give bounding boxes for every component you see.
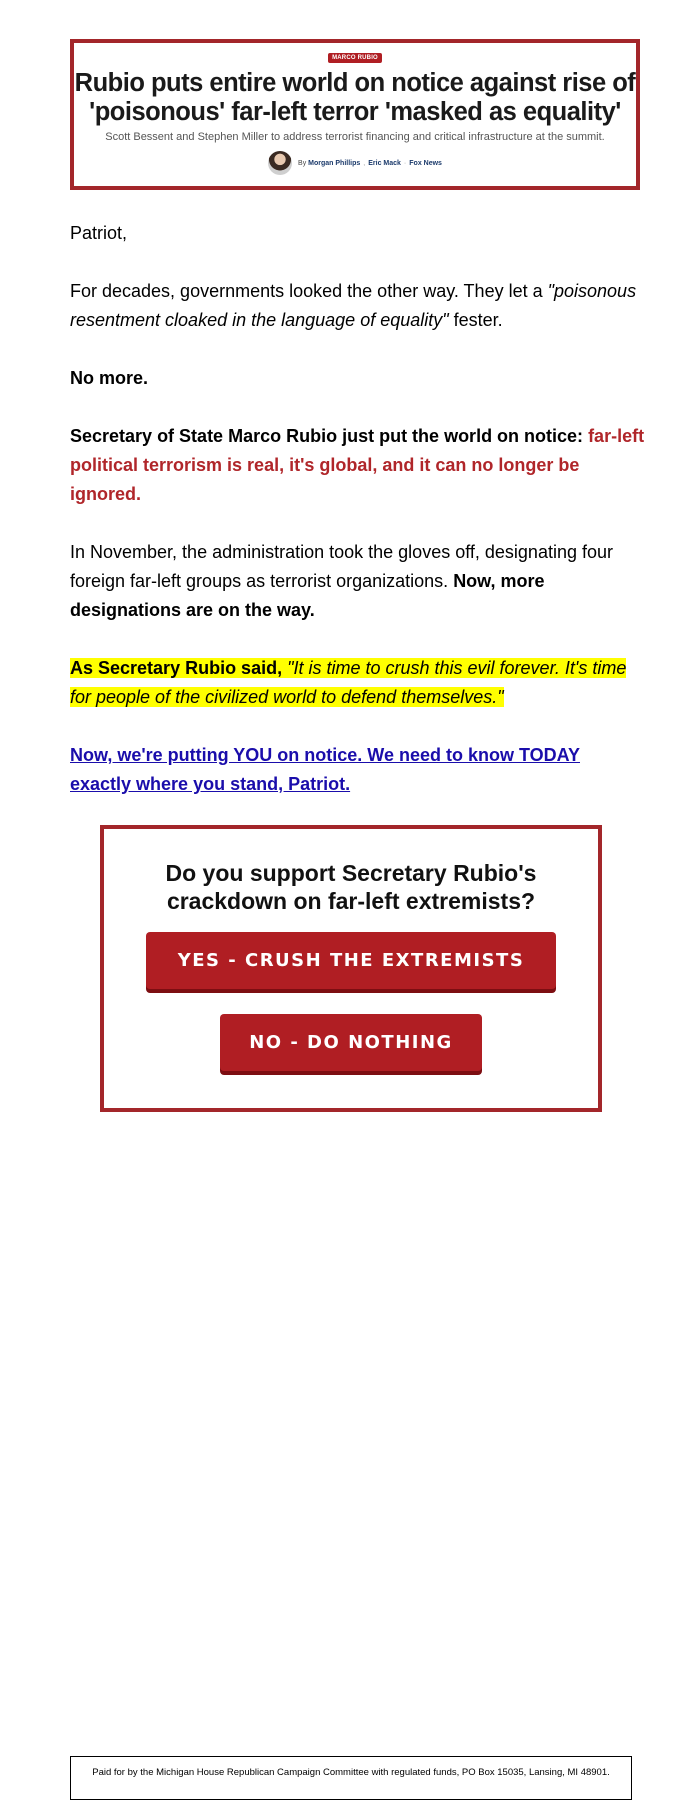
poll-question-line-2: crackdown on far-left extremists? bbox=[166, 888, 536, 914]
paragraph-2: No more. bbox=[70, 368, 149, 388]
headline-line-2: 'poisonous' far-left terror 'masked as equality' bbox=[89, 98, 621, 126]
greeting: Patriot, bbox=[70, 223, 128, 243]
byline: By Morgan Phillips , Eric Mack · Fox News bbox=[74, 151, 636, 175]
article-headline bbox=[74, 69, 636, 127]
headline-line-1: Rubio puts entire world on notice against rise of bbox=[74, 69, 636, 97]
p1-start: For decades, governments looked the other way. They let a bbox=[70, 281, 548, 301]
outlet-name: Fox News bbox=[409, 159, 442, 167]
p5-highlight bbox=[70, 658, 626, 707]
p1-quote: "poisonous resentment cloaked in the language of equality" bbox=[70, 281, 637, 330]
p5-quote: "It is time to crush this evil forever. It's time for people of the civilized world to defend themselves." bbox=[70, 658, 627, 707]
yes-button[interactable]: YES - CRUSH THE EXTREMISTS bbox=[146, 932, 556, 989]
paragraph-1 bbox=[70, 277, 645, 335]
article-header-image[interactable] bbox=[70, 39, 640, 190]
p1-end: fester. bbox=[448, 310, 503, 330]
poll-question bbox=[104, 859, 598, 915]
poll-box bbox=[100, 825, 602, 1112]
p3-red: far-left political terrorism is real, it's global, and it can no longer be ignored. bbox=[70, 426, 645, 504]
no-button[interactable]: NO - DO NOTHING bbox=[220, 1014, 482, 1071]
poll-question-line-1: Do you support Secretary Rubio's bbox=[165, 860, 537, 886]
paragraph-5 bbox=[70, 654, 645, 712]
paragraph-3 bbox=[70, 422, 645, 509]
paragraph-4 bbox=[70, 538, 645, 625]
byline-by: By bbox=[298, 159, 307, 167]
p3-bold: Secretary of State Marco Rubio just put the world on notice: bbox=[70, 426, 589, 446]
category-badge: MARCO RUBIO bbox=[328, 53, 382, 63]
author-1: Morgan Phillips bbox=[308, 159, 361, 167]
paid-for-disclaimer: Paid for by the Michigan House Republican Campaign Committee with regulated funds, PO Box 15035, Lansing, MI 48901. bbox=[70, 1756, 632, 1800]
p5-bold: As Secretary Rubio said, bbox=[70, 658, 288, 678]
cta-link[interactable]: Now, we're putting YOU on notice. We need to know TODAY exactly where you stand, Patriot. bbox=[70, 745, 580, 794]
author-2: Eric Mack bbox=[368, 159, 401, 167]
p4-start: In November, the administration took the gloves off, designating four foreign far-left groups as terrorist organizations. bbox=[70, 542, 613, 591]
author-avatar bbox=[268, 151, 292, 175]
article-subhead: Scott Bessent and Stephen Miller to address terrorist financing and critical infrastructure at the summit. bbox=[105, 131, 605, 143]
paragraph-6 bbox=[70, 741, 645, 799]
p4-bold: Now, more designations are on the way. bbox=[70, 571, 545, 620]
